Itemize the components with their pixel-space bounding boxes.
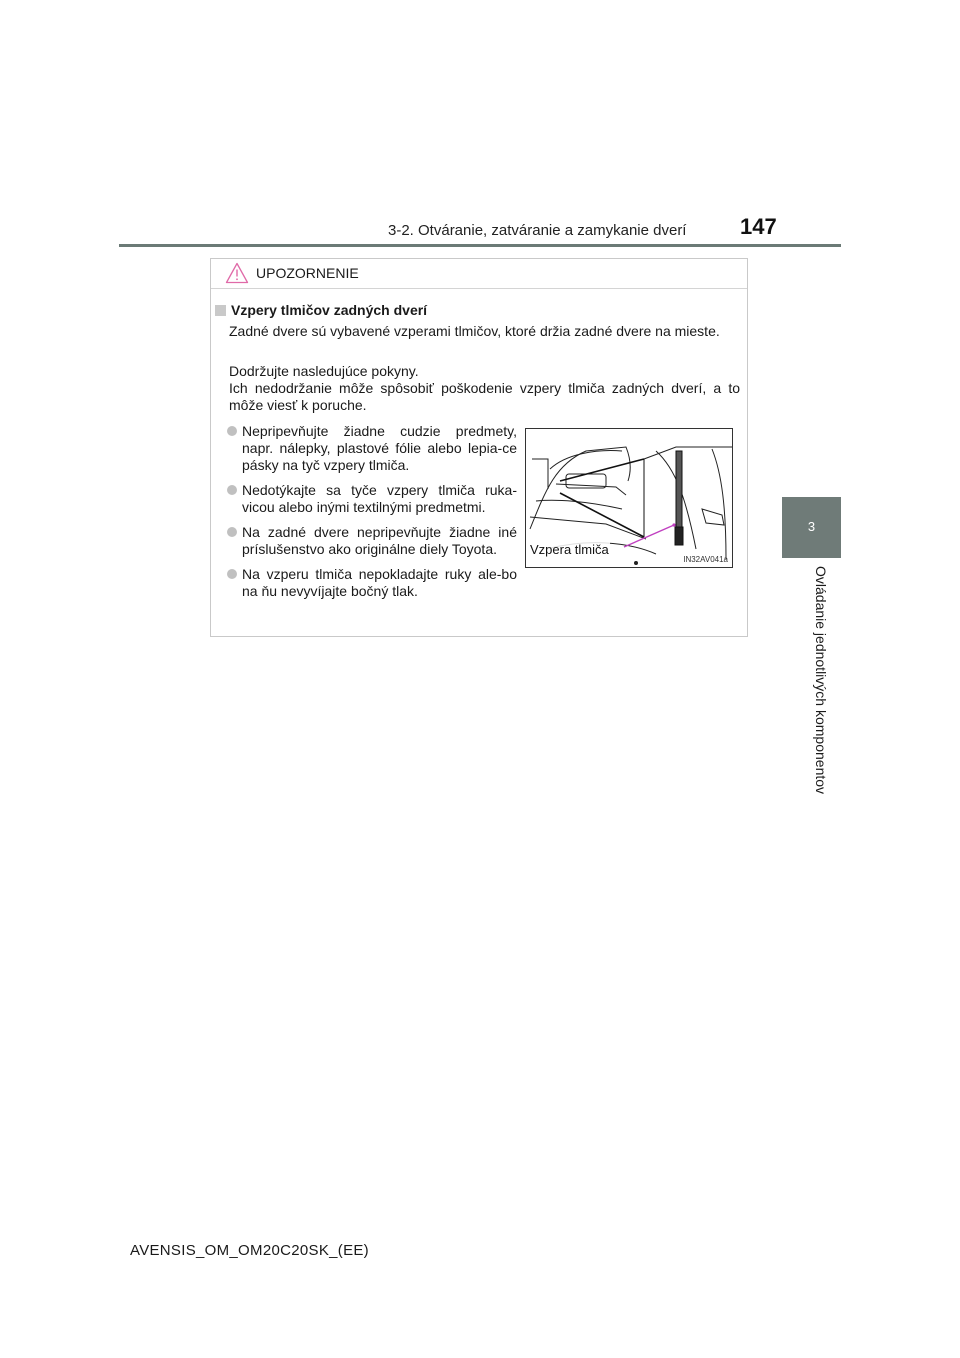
list-item: [225, 423, 517, 474]
caution-box: [210, 258, 748, 637]
warning-triangle-icon: [225, 262, 249, 284]
circle-bullet-icon: [227, 527, 237, 537]
circle-bullet-icon: [227, 485, 237, 495]
list-item: [225, 566, 517, 600]
caution-heading: UPOZORNENIE: [256, 265, 359, 281]
caution-subheading: [215, 302, 427, 318]
callout-label: Vzpera tlmiča: [530, 542, 609, 557]
figure-code: IN32AV041a: [683, 555, 728, 564]
caution-bullet-list: [225, 423, 517, 608]
footer-document-id: AVENSIS_OM_OM20C20SK_(EE): [130, 1242, 369, 1259]
caution-paragraph: Zadné dvere sú vybavené vzperami tlmičov, ktoré držia zadné dvere na mieste.: [229, 323, 720, 339]
caution-paragraph: Ich nedodržanie môže spôsobiť poškodenie vzpery tlmiča zadných dverí, a to môže viesť k poruche.: [229, 380, 740, 413]
list-item-text: Nepripevňujte žiadne cudzie predmety, napr. nálepky, plastové fólie alebo lepia-ce pásky na tyč vzpery tlmiča.: [242, 423, 517, 473]
list-item-text: Nedotýkajte sa tyče vzpery tlmiča ruka-vicou alebo inými textilnými predmetmi.: [242, 482, 517, 515]
list-item-text: Na vzperu tlmiča nepokladajte ruky ale-bo na ňu nevyvíjajte bočný tlak.: [242, 566, 517, 599]
damper-strut-illustration: [525, 428, 733, 568]
header-rule: [119, 244, 841, 247]
circle-bullet-icon: [227, 569, 237, 579]
chapter-tab: [782, 497, 841, 558]
circle-bullet-icon: [227, 426, 237, 436]
square-bullet-icon: [215, 305, 226, 316]
caution-paragraph: Dodržujte nasledujúce pokyny.: [229, 363, 419, 379]
chapter-label: Ovládanie jednotlivých komponentov: [813, 566, 829, 795]
section-title: 3-2. Otváranie, zatváranie a zamykanie dverí: [388, 222, 687, 239]
list-item: [225, 482, 517, 516]
caution-header: [211, 259, 747, 289]
page-header: [0, 0, 960, 250]
list-item-text: Na zadné dvere nepripevňujte žiadne iné príslušenstvo ako originálne diely Toyota.: [242, 524, 517, 557]
subheading-text: Vzpery tlmičov zadných dverí: [231, 302, 428, 318]
chapter-number: 3: [807, 519, 816, 534]
list-item: [225, 524, 517, 558]
page-number: 147: [740, 214, 777, 239]
